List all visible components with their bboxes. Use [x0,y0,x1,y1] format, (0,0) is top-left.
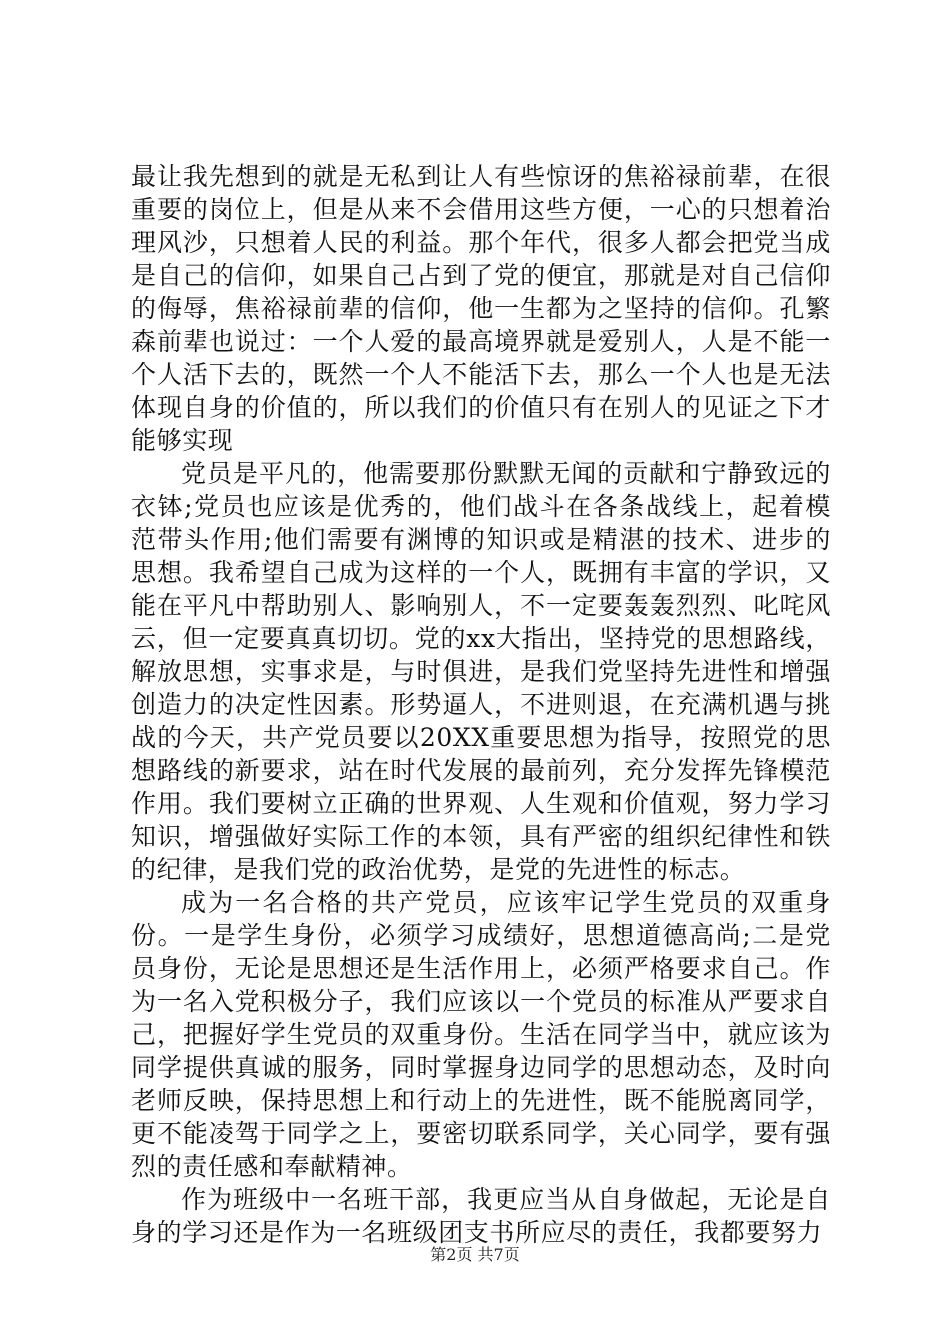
paragraph-4: 作为班级中一名班干部，我更应当从自身做起，无论是自身的学习还是作为一名班级团支书所应尽的责任，我都要努力 [131,1185,831,1247]
paragraph-3: 成为一名合格的共产党员，应该牢记学生党员的双重身份。一是学生身份，必须学习成绩好，思想道德高尚;二是党员身份，无论是思想还是生活作用上，必须严格要求自己。作为一名入党积极分子，我们应该以一个党员的标准从严要求自己，把握好学生党员的双重身份。生活在同学当中，就应该为同学提供真诚的服务，同时掌握身边同学的思想动态，及时向老师反映，保持思想上和行动上的先进性，既不能脱离同学，更不能凌驾于同学之上，要密切联系同学，关心同学，要有强烈的责任感和奉献精神。 [131,888,831,1181]
document-body [131,160,831,1249]
paragraph-1: 最让我先想到的就是无私到让人有些惊讶的焦裕禄前辈，在很重要的岗位上，但是从来不会借用这些方便，一心的只想着治理风沙，只想着人民的利益。那个年代，很多人都会把党当成是自己的信仰，如果自己占到了党的便宜，那就是对自己信仰的侮辱，焦裕禄前辈的信仰，他一生都为之坚持的信仰。孔繁森前辈也说过：一个人爱的最高境界就是爱别人，人是不能一个人活下去的，既然一个人不能活下去，那么一个人也是无法体现自身的价值的，所以我们的价值只有在别人的见证之下才能够实现 [131,162,831,455]
paragraph-2: 党员是平凡的，他需要那份默默无闻的贡献和宁静致远的衣钵;党员也应该是优秀的，他们战斗在各条战线上，起着模范带头作用;他们需要有渊博的知识或是精湛的技术、进步的思想。我希望自己成为这样的一个人，既拥有丰富的学识，又能在平凡中帮助别人、影响别人，不一定要轰轰烈烈、叱咤风云，但一定要真真切切。党的xx大指出，坚持党的思想路线，解放思想，实事求是，与时俱进，是我们党坚持先进性和增强创造力的决定性因素。形势逼人，不进则退，在充满机遇与挑战的今天，共产党员要以20XX重要思想为指导，按照党的思想路线的新要求，站在时代发展的最前列，充分发挥先锋模范作用。我们要树立正确的世界观、人生观和价值观，努力学习知识，增强做好实际工作的本领，具有严密的组织纪律性和铁的纪律，是我们党的政治优势，是党的先进性的标志。 [131,459,831,884]
page-number-footer: 第2页 共7页 [430,1245,520,1264]
